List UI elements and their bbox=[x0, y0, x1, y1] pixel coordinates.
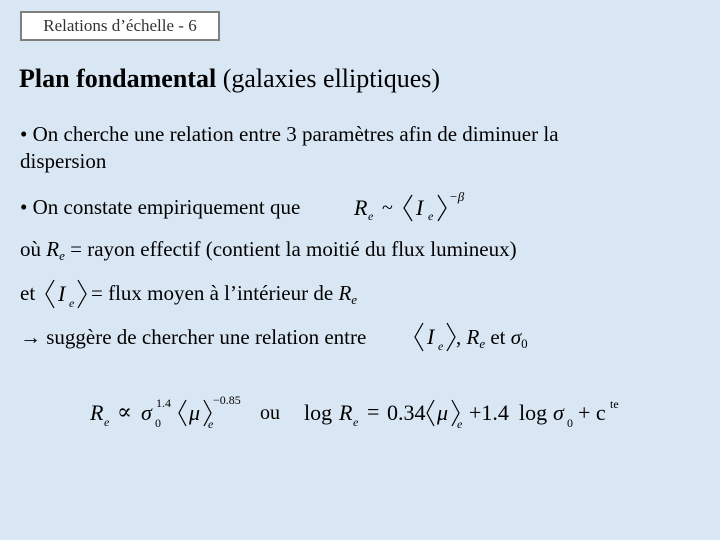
suggestion-re: R bbox=[466, 325, 480, 349]
eq-r: R bbox=[354, 195, 368, 220]
eq-i: I bbox=[416, 195, 424, 220]
fp-prop: ∝ bbox=[117, 399, 132, 424]
suggestion-conj: et bbox=[490, 325, 506, 349]
fp-ctc: te bbox=[610, 397, 619, 411]
equation-mean-flux bbox=[44, 276, 88, 312]
bullet-2: • On constate empiriquement que bbox=[20, 195, 301, 219]
def-re-text: = rayon effectif (contient la moitié du flux lumineux) bbox=[70, 237, 517, 261]
def-re-prefix: où bbox=[20, 237, 41, 261]
title-bold: Plan fondamental bbox=[19, 64, 217, 93]
slide-title bbox=[19, 64, 440, 94]
suggestion-text: → suggère de chercher une relation entre bbox=[20, 325, 367, 349]
def-re-sub: e bbox=[59, 248, 65, 263]
def-ie-symbol: R bbox=[338, 281, 352, 305]
fp-r-sub: e bbox=[104, 415, 110, 429]
bullet-1-line2: dispersion bbox=[20, 149, 107, 173]
def-ie-sub: e bbox=[351, 292, 358, 307]
fp-log2: log bbox=[519, 400, 548, 425]
fp-log-r-sub: e bbox=[353, 415, 359, 429]
eq-left-angle bbox=[404, 195, 412, 221]
ie2-sub: e bbox=[438, 339, 444, 353]
fp-mu-exp: −0.85 bbox=[213, 393, 241, 407]
fp-r: R bbox=[90, 400, 104, 425]
eq-right-angle bbox=[438, 195, 446, 221]
fp-plus1: +1.4 bbox=[469, 400, 509, 425]
fp-log: log bbox=[304, 400, 333, 425]
slide-label: Relations d’échelle - 6 bbox=[20, 11, 220, 41]
ie2-right-angle bbox=[447, 323, 455, 351]
fp-sigma-sub: 0 bbox=[155, 416, 161, 430]
fp-sigma: σ bbox=[141, 400, 152, 425]
suggestion-sep: , bbox=[456, 325, 462, 349]
suggestion-re-sub: e bbox=[479, 336, 486, 351]
def-ie-body bbox=[91, 280, 357, 307]
ie-sub: e bbox=[69, 296, 75, 310]
fp-mu-sub: e bbox=[208, 417, 214, 431]
fp-log-sigma: σ bbox=[553, 400, 564, 425]
ie2-i: I bbox=[427, 324, 435, 349]
fp-log-left-angle bbox=[427, 400, 434, 426]
fp-plus2: + c bbox=[578, 400, 606, 425]
eq-i-sub: e bbox=[428, 209, 434, 223]
def-ie-text: = flux moyen à l’intérieur de bbox=[91, 281, 334, 305]
def-ie bbox=[20, 280, 35, 307]
ie-left-angle bbox=[46, 280, 54, 308]
suggestion-sigma-sub: 0 bbox=[521, 336, 528, 351]
eq-sim: ~ bbox=[382, 197, 393, 219]
fp-coef: 0.34 bbox=[387, 400, 426, 425]
def-ie-prefix: et bbox=[20, 281, 36, 305]
ie2-left-angle bbox=[415, 323, 423, 351]
fp-ou: ou bbox=[260, 402, 280, 424]
equation-fundamental-plane bbox=[88, 388, 648, 438]
fp-log-sigma-sub: 0 bbox=[567, 416, 573, 430]
ie-right-angle bbox=[78, 280, 86, 308]
bullet-1-line1: • On cherche une relation entre 3 paramètres afin de diminuer la bbox=[20, 122, 559, 146]
equation-scaling bbox=[350, 186, 465, 226]
suggestion-line bbox=[20, 324, 366, 351]
def-re bbox=[20, 236, 517, 263]
bullet-1 bbox=[20, 121, 559, 175]
fp-sigma-exp: 1.4 bbox=[156, 396, 171, 410]
ie-i: I bbox=[58, 281, 66, 306]
fp-left-angle bbox=[179, 400, 186, 426]
equation-mean-flux-2 bbox=[413, 319, 457, 355]
fp-log-mu: μ bbox=[437, 400, 449, 425]
fp-mu: μ bbox=[189, 400, 201, 425]
title-normal: (galaxies elliptiques) bbox=[222, 64, 441, 93]
eq-exp: −β bbox=[449, 189, 465, 204]
suggestion-sigma: σ bbox=[510, 325, 522, 349]
fp-log-r: R bbox=[339, 400, 353, 425]
suggestion-tail bbox=[456, 324, 528, 351]
fp-log-mu-sub: e bbox=[457, 417, 463, 431]
eq-r-sub: e bbox=[368, 209, 374, 223]
fp-eq: = bbox=[367, 399, 380, 424]
def-re-symbol: R bbox=[46, 237, 60, 261]
